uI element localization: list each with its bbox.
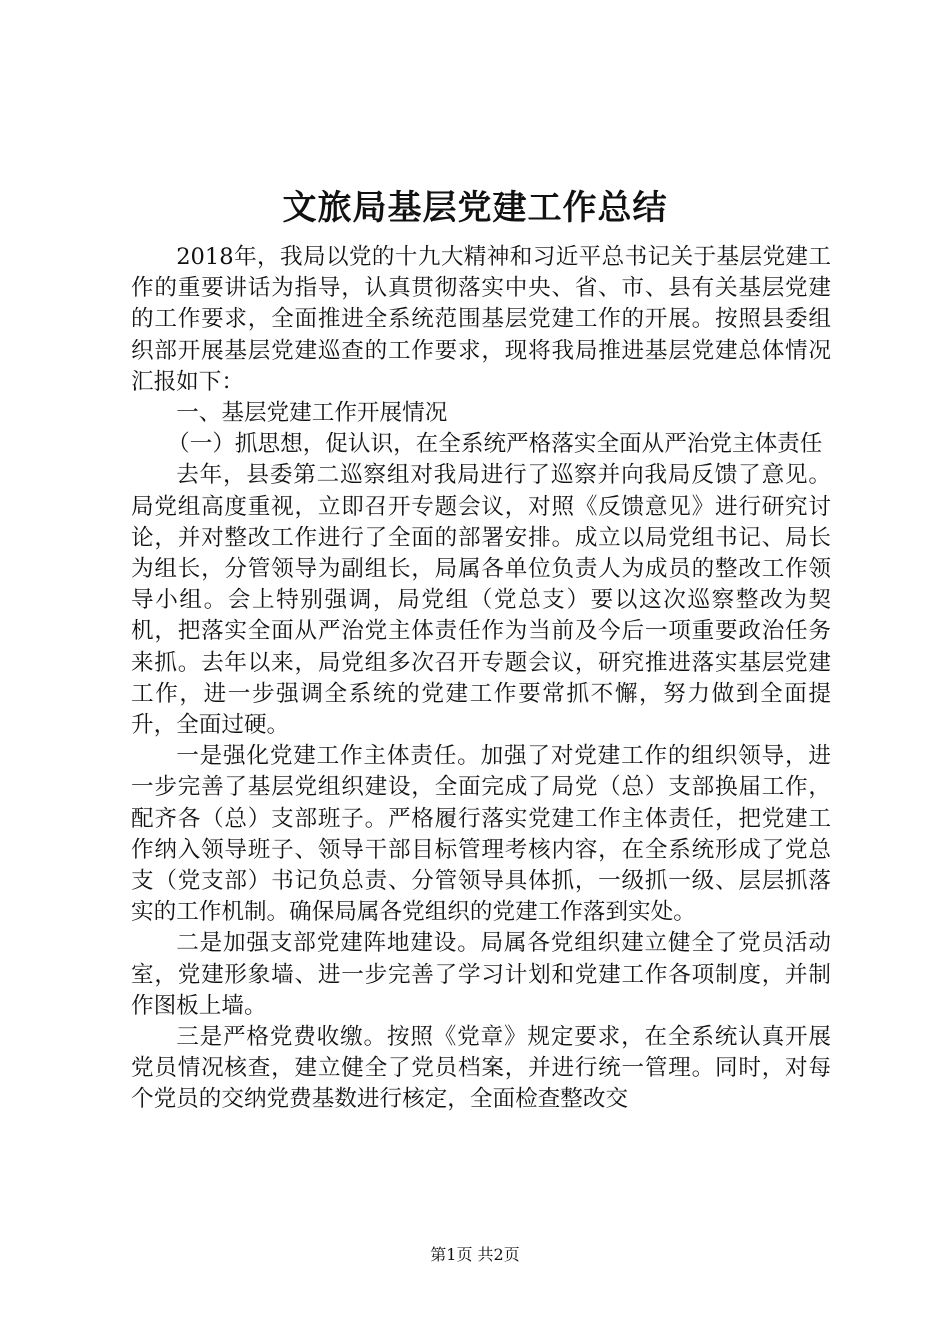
document-title: 文旅局基层党建工作总结 (282, 188, 668, 228)
paragraph-point-three: 三是严格党费收缴。按照《党章》规定要求，在全系统认真开展党员情况核查，建立健全了党员档案，并进行统一管理。同时，对每个党员的交纳党费基数进行核定，全面检查整改交 (131, 1024, 831, 1113)
paragraph-point-one: 一是强化党建工作主体责任。加强了对党建工作的组织领导，进一步完善了基层党组织建设，全面完成了局党（总）支部换届工作，配齐各（总）支部班子。严格履行落实党建工作主体责任，把党建工作纳入领导班子、领导干部目标管理考核内容，在全系统形成了党总支（党支部）书记负总责、分管领导具体抓，一级抓一级、层层抓落实的工作机制。确保局属各党组织的党建工作落到实处。 (131, 743, 831, 926)
section-heading: 一、基层党建工作开展情况 (176, 400, 448, 427)
paragraph-point-two: 二是加强支部党建阵地建设。局属各党组织建立健全了党员活动室，党建形象墙、进一步完善了学习计划和党建工作各项制度，并制作图板上墙。 (131, 930, 831, 1019)
paragraph-inspection: 去年，县委第二巡察组对我局进行了巡察并向我局反馈了意见。局党组高度重视，立即召开专题会议，对照《反馈意见》进行研究讨论，并对整改工作进行了全面的部署安排。成立以局党组书记、局长为组长，分管领导为副组长，局属各单位负责人为成员的整改工作领导小组。会上特别强调，局党组（党总支）要以这次巡察整改为契机，把落实全面从严治党主体责任作为当前及今后一项重要政治任务来抓。去年以来，局党组多次召开专题会议，研究推进落实基层党建工作，进一步强调全系统的党建工作要常抓不懈，努力做到全面提升，全面过硬。 (131, 462, 831, 739)
subsection-heading: （一）抓思想，促认识，在全系统严格落实全面从严治党主体责任 (167, 431, 823, 458)
paragraph-intro: 2018年，我局以党的十九大精神和习近平总书记关于基层党建工作的重要讲话为指导，认真贯彻落实中央、省、市、县有关基层党建的工作要求，全面推进全系统范围基层党建工作的开展。按照县委组织部开展基层党建巡查的工作要求，现将我局推进基层党建总体情况汇报如下： (131, 244, 831, 395)
page-footer: 第1页 共2页 (430, 1245, 520, 1264)
document-body (131, 242, 831, 1116)
